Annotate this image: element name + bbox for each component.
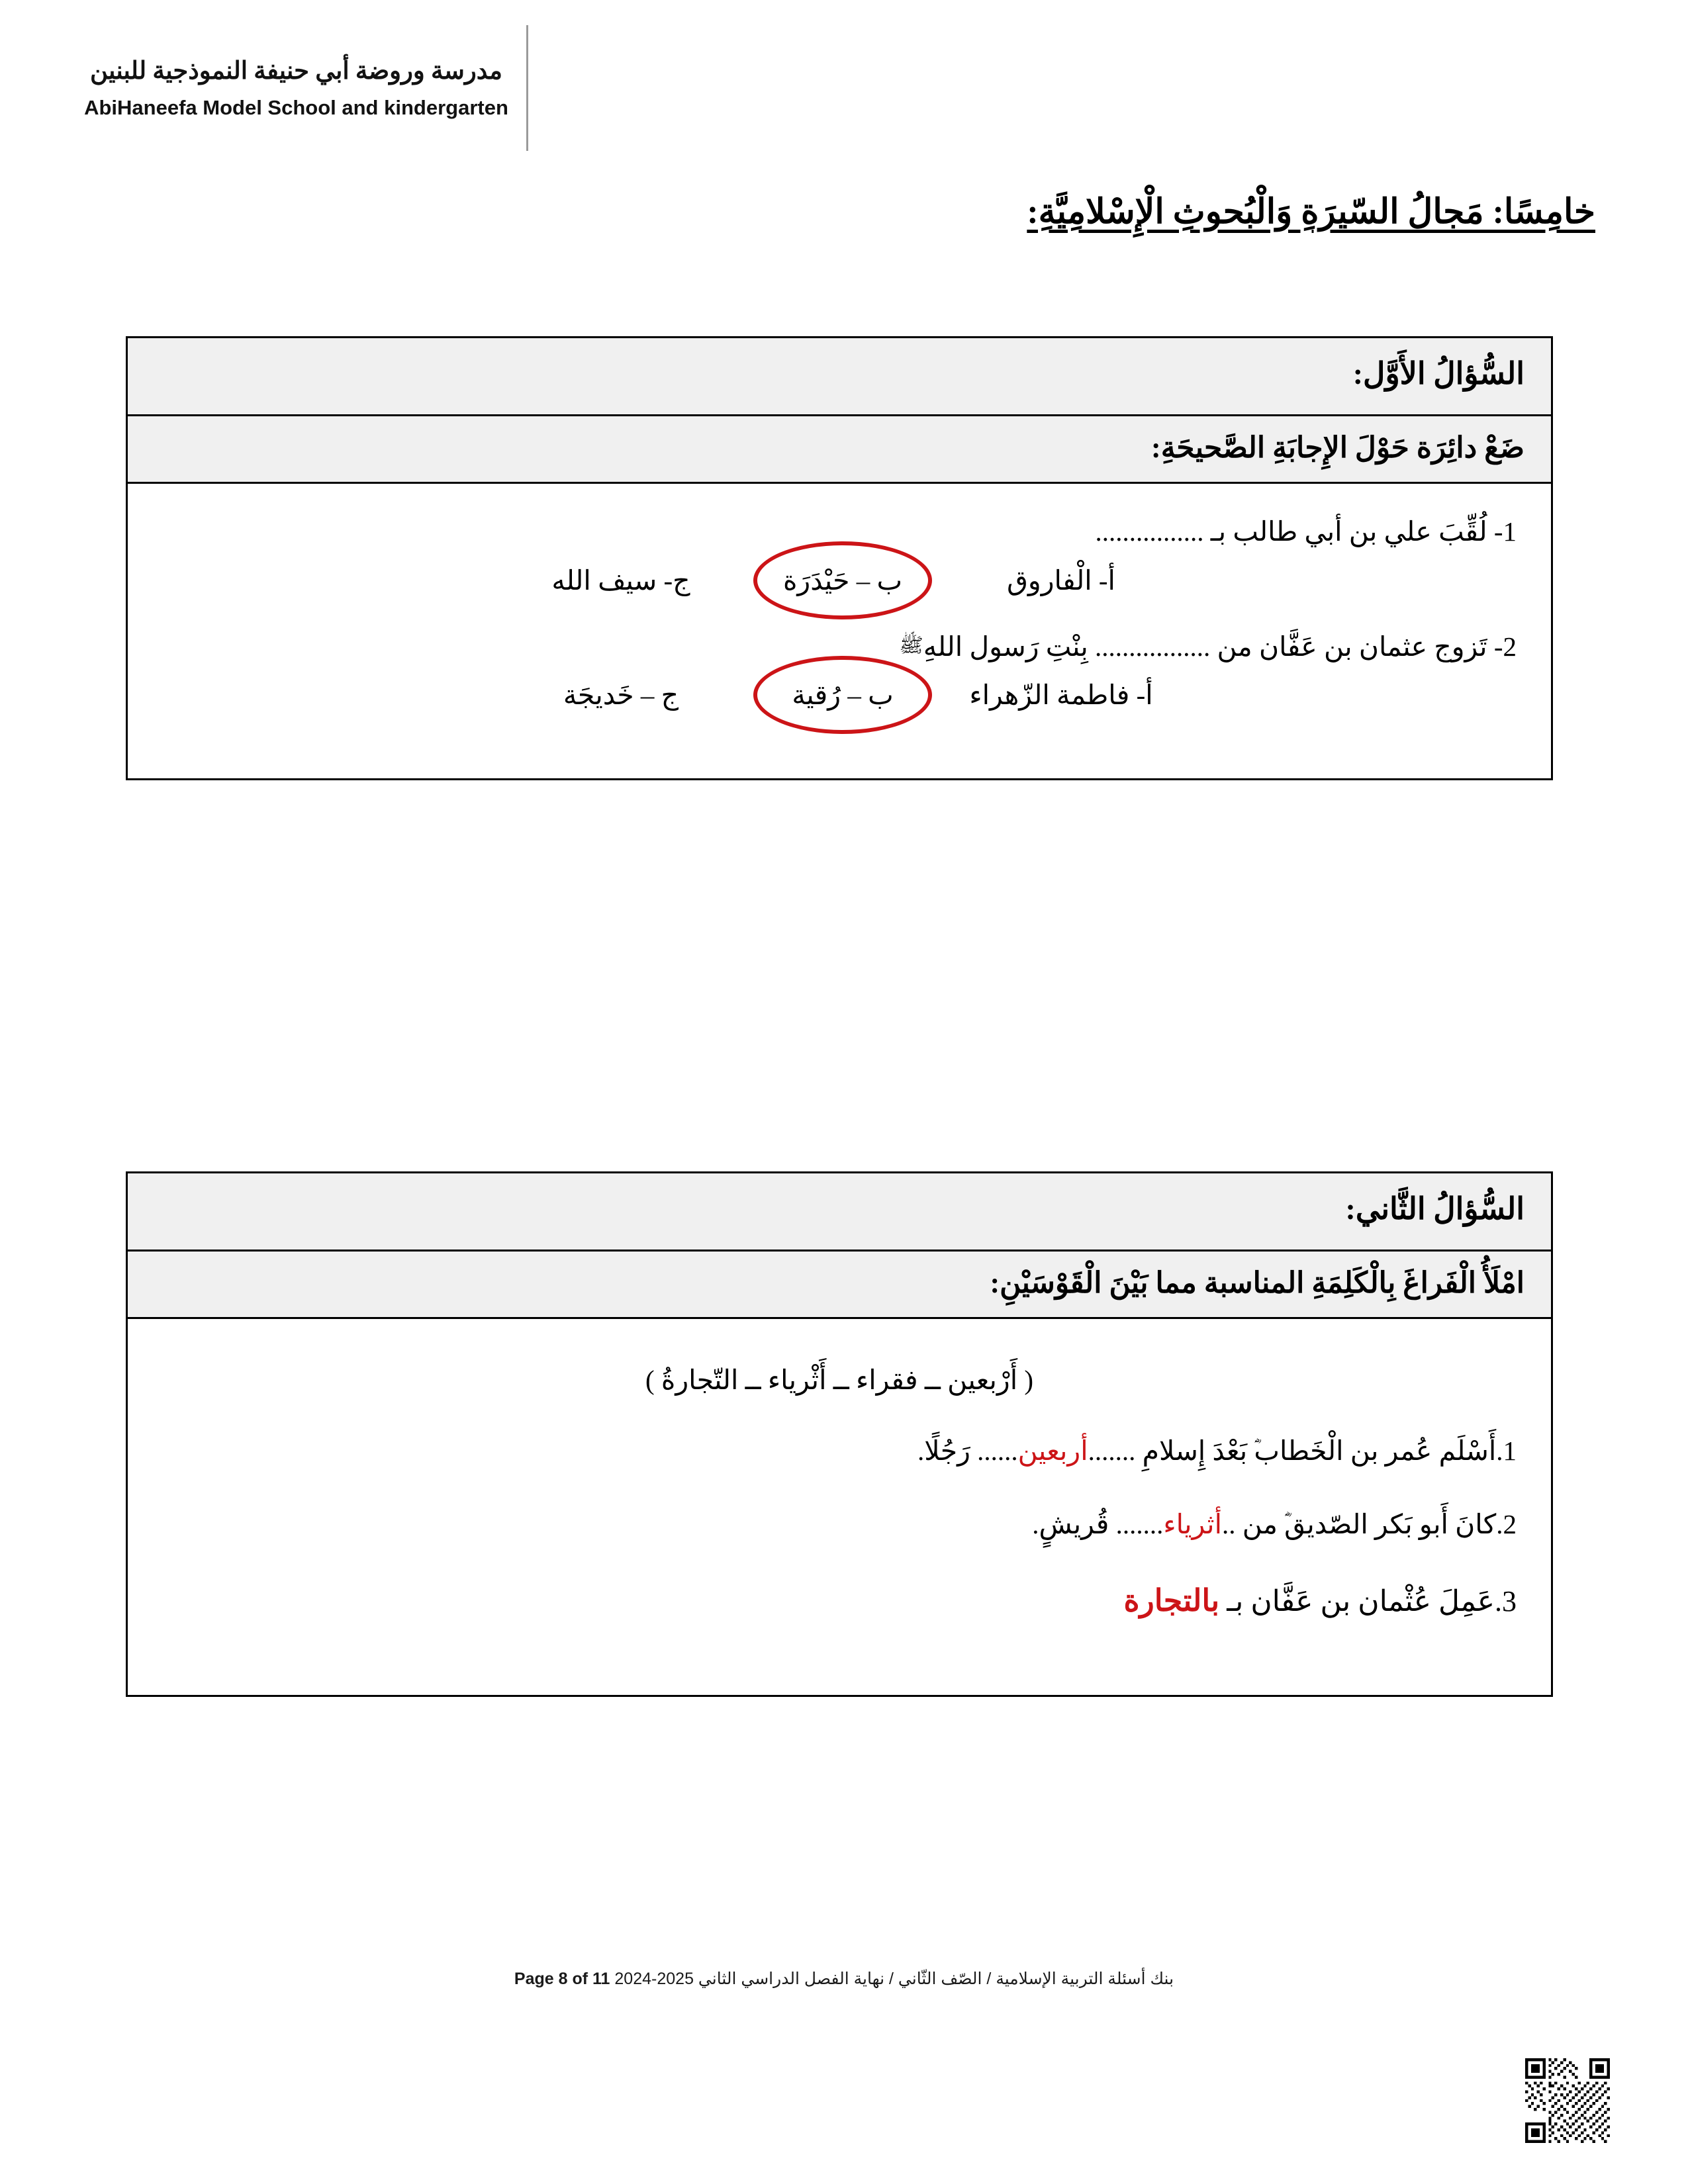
question-one-heading: السُّؤالُ الأَوَّل: — [128, 338, 1551, 416]
question-two-instruction: امْلَأُ الْفَراغَ بِالْكَلِمَةِ المناسبة مما بَيْنَ الْقَوْسَيْنِ: — [128, 1251, 1551, 1319]
option-1-a[interactable]: أ- الْفاروق — [1007, 565, 1115, 596]
fill-item-1-number: 1. — [1496, 1435, 1517, 1466]
fill-item-1-answer[interactable]: أربعين — [1017, 1435, 1088, 1466]
footer — [0, 1969, 1688, 1989]
fill-item-2-after: ....... قُريشٍ. — [1032, 1509, 1164, 1540]
page-number: Page 8 of 11 — [514, 1970, 610, 1988]
question-two-body — [128, 1319, 1551, 1695]
question-one-block — [126, 336, 1553, 780]
question-one-body — [128, 484, 1551, 778]
word-bank: ( أَرْبعين ــ فقراء ــ أَثْرياء ــ التّجارةُ ) — [645, 1365, 1034, 1395]
option-1-b[interactable]: ب – حَيْدَرَة — [733, 565, 952, 596]
qr-code-icon — [1525, 2058, 1610, 2143]
fill-item-3 — [162, 1579, 1517, 1623]
footer-text: بنك أسئلة التربية الإسلامية / الصّف الثّاني / نهاية الفصل الدراسي الثاني 2025-2024 — [614, 1970, 1174, 1988]
option-2-a[interactable]: أ- فاطمة الزّهراء — [969, 680, 1153, 710]
fill-item-2 — [162, 1505, 1517, 1544]
fill-item-2-middle: من .. — [1221, 1509, 1278, 1540]
question-item-1-prompt: لُقِّبَ علي بن أبي طالب بـ ................ — [1095, 516, 1487, 547]
question-item-2-text — [162, 627, 1517, 668]
fill-item-1 — [162, 1432, 1517, 1471]
question-item-1-text — [162, 512, 1517, 553]
question-item-1-options — [162, 565, 1517, 596]
school-name-arabic: مدرسة وروضة أبي حنيفة النموذجية للبنين — [90, 58, 502, 85]
option-1-c[interactable]: ج- سيف الله — [551, 565, 690, 596]
question-two-block — [126, 1171, 1553, 1697]
fill-item-3-before: عَمِلَ عُثْمان بن عَفَّان بـ — [1227, 1584, 1495, 1617]
page-title: خامِسًا: مَجالُ السّيرَةِ وَالْبُحوثِ الْإِسْلامِيَّةِ: — [1027, 193, 1595, 231]
fill-item-3-answer[interactable]: بالتجارة — [1123, 1583, 1220, 1617]
question-item-2-options — [162, 679, 1517, 711]
question-item-1-number: 1- — [1493, 516, 1517, 547]
question-item-2-prompt: تَزوج عثمان بن عَفَّان من ................. بِنْتِ رَسول اللهِ — [923, 631, 1487, 662]
school-name-english: AbiHaneefa Model School and kindergarten — [84, 96, 508, 119]
school-logo-block — [78, 25, 528, 151]
fill-item-2-before: كانَ أَبو بَكر الصّديق — [1284, 1509, 1497, 1540]
question-one-instruction: ضَعْ دائِرَة حَوْلَ الإِجابَةِ الصَّحيحَةِ: — [128, 416, 1551, 484]
fill-item-1-after: ...... رَجُلًا. — [917, 1435, 1018, 1466]
fill-item-3-number: 3. — [1495, 1584, 1517, 1617]
question-two-heading: السُّؤالُ الثَّاني: — [128, 1173, 1551, 1251]
option-2-c[interactable]: ج – خَديجَة — [563, 680, 679, 710]
fill-item-1-before: أَسْلَم عُمر بن الْخَطاب — [1254, 1435, 1497, 1466]
fill-item-1-middle: بَعْدَ إِسلامِ ....... — [1088, 1435, 1248, 1466]
salawat-icon: ﷺ — [899, 634, 923, 657]
fill-item-2-answer[interactable]: أثرياء — [1163, 1509, 1222, 1540]
question-item-2-number: 2- — [1493, 631, 1517, 662]
option-2-b[interactable]: ب – رُقية — [733, 679, 952, 711]
fill-item-2-number: 2. — [1496, 1509, 1517, 1540]
